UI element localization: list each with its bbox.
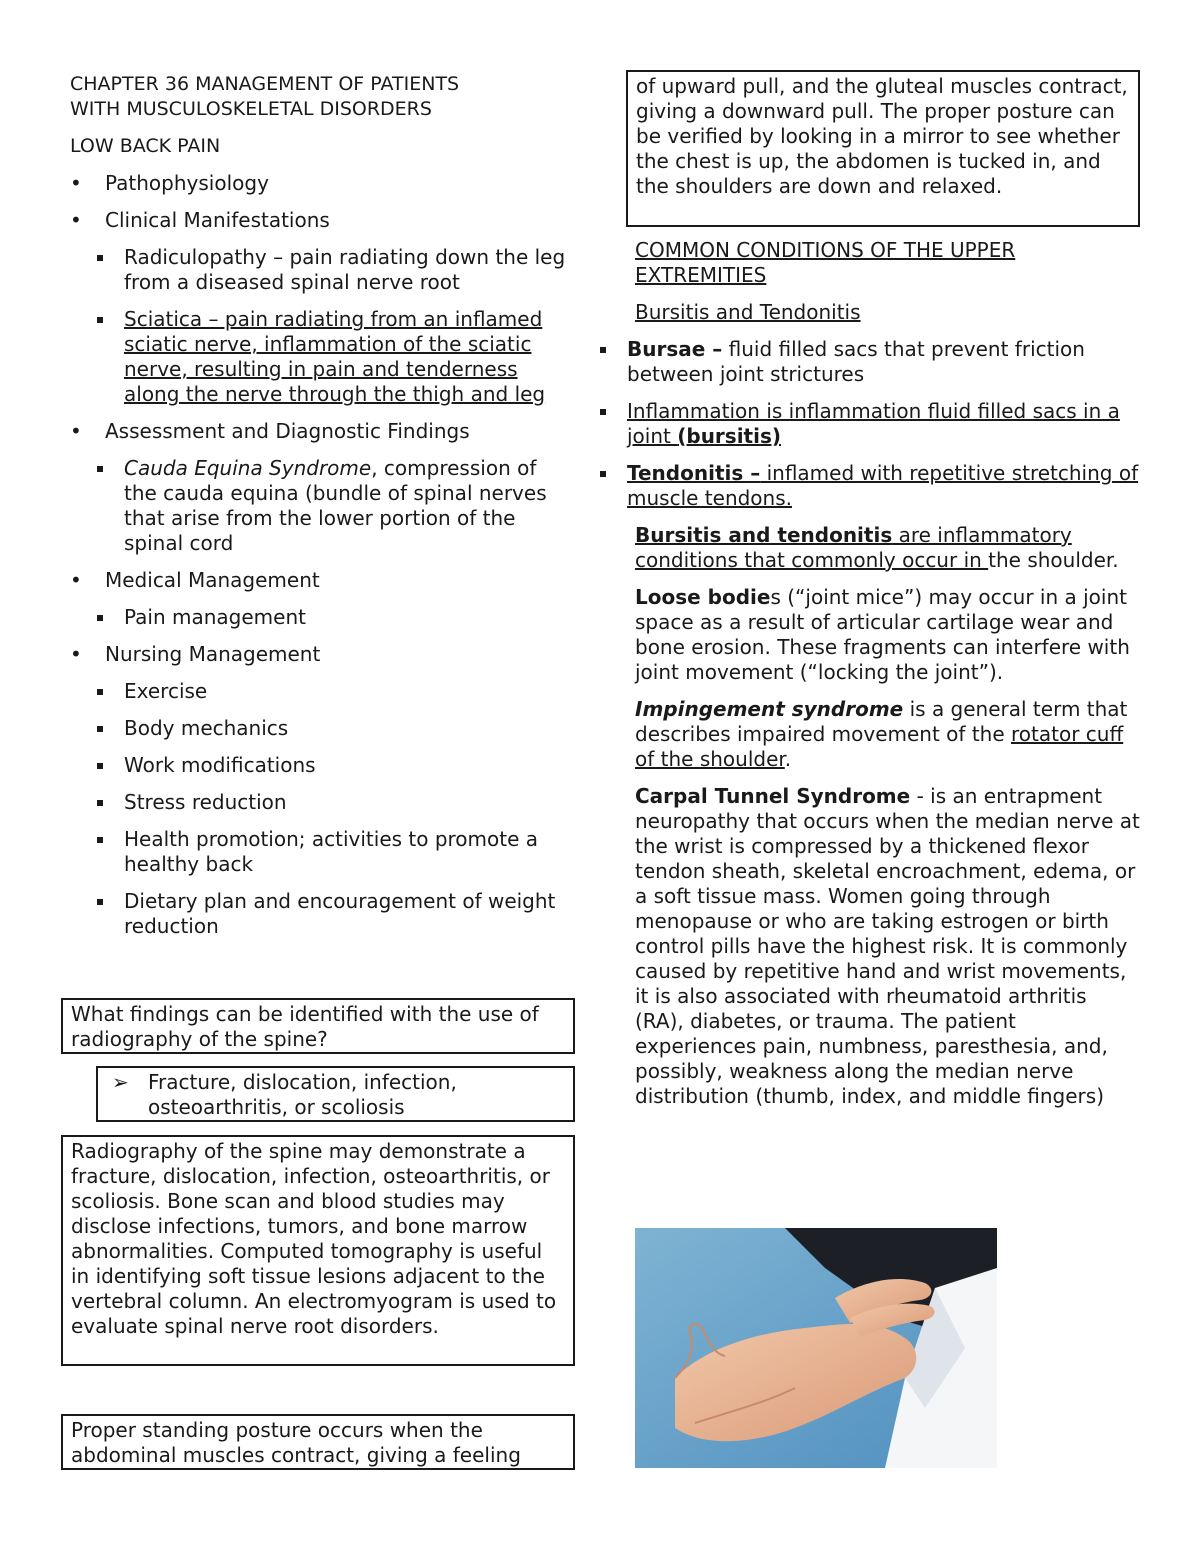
list-item	[97, 307, 575, 407]
pathophysiology-label: Pathophysiology	[105, 171, 269, 195]
impingement-link: rotator cuff of the shoulder	[635, 722, 1124, 771]
left-column	[70, 72, 575, 951]
carpal-term: Carpal Tunnel Syndrome	[635, 784, 911, 808]
hands-illustration	[635, 1228, 997, 1468]
inflammation-term: (bursitis)	[677, 424, 782, 448]
medical-sublist	[97, 605, 575, 630]
list-item: Body mechanics	[97, 716, 575, 741]
low-back-pain-outline	[70, 171, 575, 939]
bt-text-underlined: are inflammatory conditions that commonly occur in	[635, 523, 1072, 572]
list-item	[70, 568, 575, 630]
list-item	[97, 456, 575, 556]
medical-label: Medical Management	[105, 568, 320, 592]
answer-text: Fracture, dislocation, infection, osteoarthritis, or scoliosis	[148, 1070, 457, 1119]
tendonitis-text-wrap	[627, 461, 1138, 510]
carpal-text: - is an entrapment neuropathy that occurs when the median nerve at the wrist is compressed by a thickened flexor tendon sheath, skeletal encroachment, edema, or a soft tissue mass. Women going through menopause or who are taking estrogen or birth control pills have the highest risk. It is commonly caused by repetitive hand and wrist movements, it is also associated with rheumatoid arthritis (RA), diabetes, or trauma. The patient experiences pain, numbness, paresthesia, and, possibly, weakness along the median nerve distribution (thumb, index, and middle fingers)	[635, 784, 1140, 1108]
list-item: Pain management	[97, 605, 575, 630]
bursae-text: fluid filled sacs that prevent friction between joint strictures	[627, 337, 1085, 386]
carpal-tunnel-paragraph	[635, 784, 1140, 1109]
cauda-term: Cauda Equina Syndrome	[124, 456, 372, 480]
nursing-sublist	[97, 679, 575, 939]
list-item	[70, 419, 575, 556]
impingement-text: is a general term that describes impaired movement of the	[635, 697, 1128, 746]
posture-start-text: Proper standing posture occurs when the abdominal muscles contract, giving a feeling	[71, 1418, 521, 1467]
loose-text: s (“joint mice”) may occur in a joint space as a result of articular cartilage wear and bone erosion. These fragments can interfere with joint movement (“locking the joint”).	[635, 585, 1130, 684]
list-item: Dietary plan and encouragement of weight reduction	[97, 889, 575, 939]
answer-item	[106, 1070, 565, 1120]
posture-cont-text: of upward pull, and the gluteal muscles contract, giving a downward pull. The proper posture can be verified by looking in a mirror to see whether the chest is up, the abdomen is tucked in, and the shoulders are down and relaxed.	[636, 74, 1128, 198]
list-item	[70, 642, 575, 939]
assessment-label: Assessment and Diagnostic Findings	[105, 419, 470, 443]
list-item: Radiculopathy – pain radiating down the leg from a diseased spinal nerve root	[97, 245, 575, 295]
impingement-end: .	[784, 747, 792, 771]
clinical-label: Clinical Manifestations	[105, 208, 330, 232]
answer-box	[96, 1066, 575, 1122]
list-item: Exercise	[97, 679, 575, 704]
common-conditions-title	[635, 238, 1140, 288]
radiography-text: Radiography of the spine may demonstrate a fracture, dislocation, infection, osteoarthritis, or scoliosis. Bone scan and blood studies may disclose infections, tumors, and bone marrow abnormalities. Computed tomography is useful in identifying soft tissue lesions adjacent to the vertebral column. An electromyogram is used to evaluate spinal nerve root disorders.	[71, 1139, 557, 1338]
list-item	[70, 171, 575, 196]
bursitis-tendonitis-paragraph	[635, 523, 1140, 573]
bt-term: Bursitis and tendonitis	[635, 523, 893, 547]
impingement-paragraph	[635, 697, 1140, 772]
posture-box-start	[61, 1414, 575, 1470]
posture-box-continued	[626, 70, 1140, 227]
common-title-text: COMMON CONDITIONS OF THE UPPER EXTREMITIES	[635, 238, 1016, 287]
question-text: What findings can be identified with the use of radiography of the spine?	[71, 1002, 539, 1051]
tendonitis-term: Tendonitis –	[627, 461, 761, 485]
bursae-term: Bursae –	[627, 337, 723, 361]
chapter-title-line2: WITH MUSCULOSKELETAL DISORDERS	[70, 98, 432, 120]
bt-text: the shoulder.	[988, 548, 1119, 572]
tendonitis-text: inflamed with repetitive stretching of muscle tendons.	[627, 461, 1139, 510]
nursing-label: Nursing Management	[105, 642, 321, 666]
loose-term: Loose bodie	[635, 585, 771, 609]
list-item	[600, 399, 1140, 449]
chapter-title-line1: CHAPTER 36 MANAGEMENT OF PATIENTS	[70, 73, 460, 95]
arrow-bullet-icon: ➢	[112, 1070, 129, 1094]
bursitis-heading-text: Bursitis and Tendonitis	[635, 300, 861, 324]
bursitis-list	[600, 337, 1140, 511]
loose-bodies-paragraph	[635, 585, 1140, 685]
inflammation-text: Inflammation is inflammation fluid filled sacs in a joint (bursitis)	[627, 399, 1120, 448]
question-box	[61, 998, 575, 1054]
right-column	[627, 238, 1140, 1121]
radiography-box	[61, 1135, 575, 1366]
clinical-sublist	[97, 245, 575, 407]
list-item	[600, 461, 1140, 511]
cauda-text: , compression of the cauda equina (bundle of spinal nerves that arise from the lower portion of the spinal cord	[124, 456, 547, 555]
bursitis-heading	[635, 300, 1140, 325]
chapter-title	[70, 72, 575, 122]
wrist-exam-photo	[635, 1228, 997, 1468]
assessment-sublist	[97, 456, 575, 556]
section-title: LOW BACK PAIN	[70, 135, 221, 157]
sciatica-text: Sciatica – pain radiating from an inflamed sciatic nerve, inflammation of the sciatic nerve, resulting in pain and tenderness along the nerve through the thigh and leg	[124, 307, 546, 406]
list-item: Health promotion; activities to promote a healthy back	[97, 827, 575, 877]
list-item: Stress reduction	[97, 790, 575, 815]
impingement-term: Impingement syndrome	[635, 697, 904, 721]
list-item: Work modifications	[97, 753, 575, 778]
list-item	[600, 337, 1140, 387]
list-item	[70, 208, 575, 407]
